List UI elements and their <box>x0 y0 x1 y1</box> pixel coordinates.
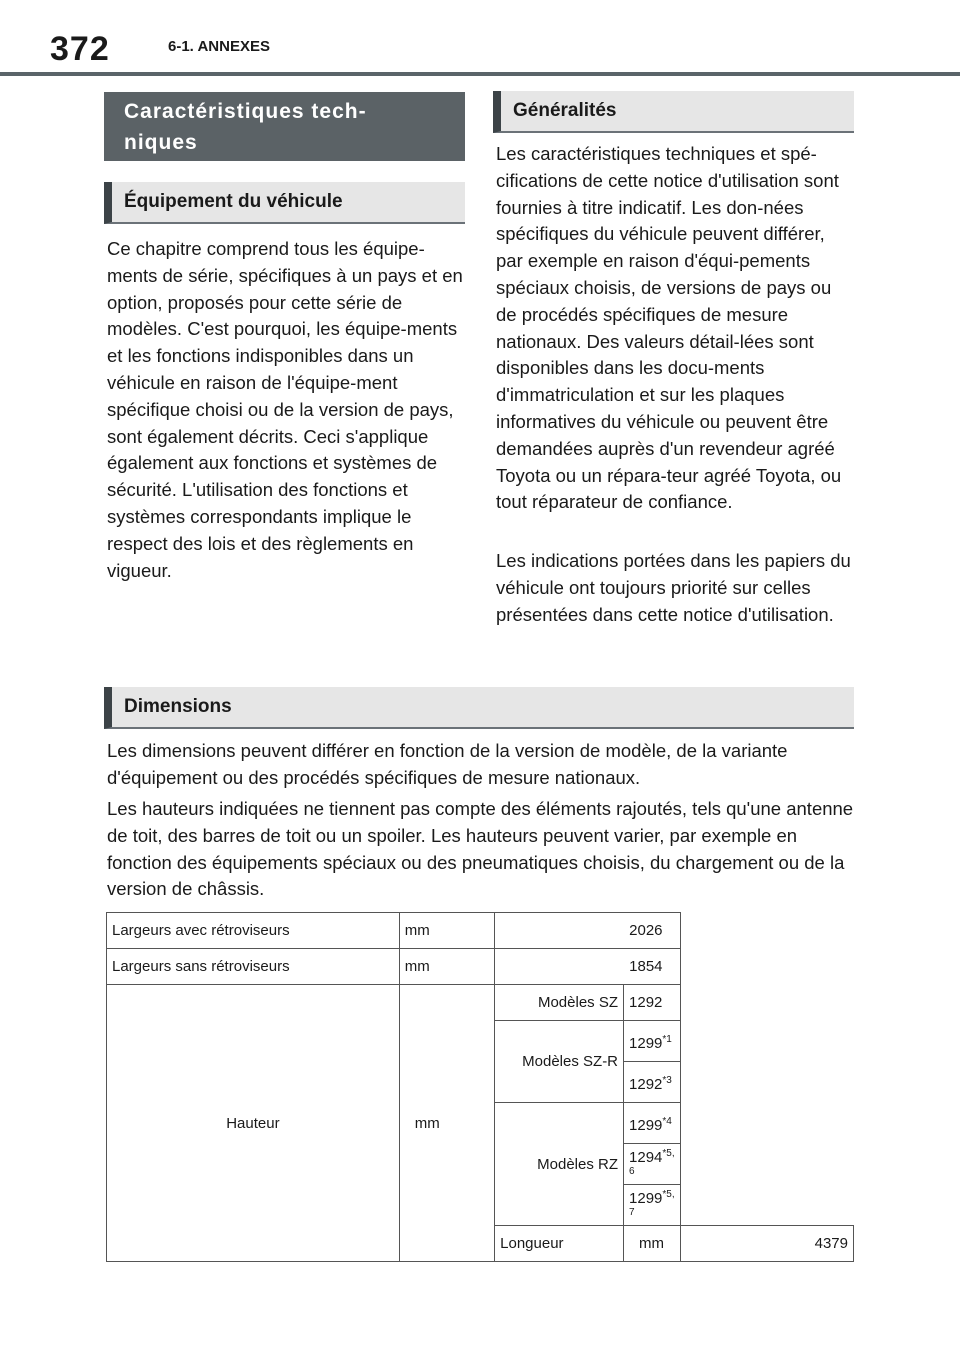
row-label: Largeurs avec rétroviseurs <box>107 913 400 949</box>
chapter-title <box>104 92 465 161</box>
value-szr-1 <box>624 1021 681 1062</box>
row-unit: mm <box>624 1226 681 1262</box>
table-row <box>107 985 854 1021</box>
row-value: 2026 <box>495 913 680 949</box>
row-value: 4379 <box>680 1226 853 1262</box>
value-number: 1292 <box>629 1076 663 1093</box>
value-sz: 1292 <box>624 985 681 1021</box>
footnote-ref: *5, 7 <box>629 1189 675 1218</box>
chapter-title-line-2: niques <box>124 131 198 154</box>
page-number: 372 <box>50 30 110 68</box>
height-unit: mm <box>399 985 494 1262</box>
value-number: 1299 <box>629 1190 663 1207</box>
dimensions-table <box>106 912 854 1262</box>
value-number: 1294 <box>629 1149 663 1166</box>
value-rz-2 <box>624 1144 681 1185</box>
row-label: Longueur <box>495 1226 624 1262</box>
heading-equipement: Équipement du véhicule <box>104 182 465 224</box>
footnote-ref: *4 <box>662 1116 672 1127</box>
value-number: 1299 <box>629 1035 663 1052</box>
row-unit: mm <box>399 913 494 949</box>
value-szr-2 <box>624 1062 681 1103</box>
heading-dimensions: Dimensions <box>104 687 854 729</box>
model-sz: Modèles SZ <box>495 985 624 1021</box>
table-row <box>107 913 854 949</box>
row-unit: mm <box>399 949 494 985</box>
value-number: 1299 <box>629 1117 663 1134</box>
top-rule <box>0 72 960 76</box>
row-label: Largeurs sans rétroviseurs <box>107 949 400 985</box>
height-label: Hauteur <box>107 985 400 1262</box>
equipement-paragraph: Ce chapitre comprend tous les équipe-ments de série, spécifiques à un pays et en option, proposés pour cette série de modèles. C'est pourquoi, les équipe-ments et les fonctions indisponibles dans un véhicule en raison de l'équipe-ment spécifique choisi ou de la version de pays, sont également décrits. Ceci s'applique également aux fonctions et systèmes de sécurité. L'utilisation des fonctions et systèmes correspondants implique le respect des lois et des règlements en vigueur. <box>107 238 463 581</box>
footnote-ref: *3 <box>662 1075 672 1086</box>
chapter-title-line-1: Caractéristiques tech- <box>124 100 367 123</box>
model-szr: Modèles SZ-R <box>495 1021 624 1103</box>
heading-generalites: Généralités <box>493 91 854 133</box>
table-row <box>107 949 854 985</box>
generalites-paragraph-2: Les indications portées dans les papiers du véhicule ont toujours priorité sur celles présentées dans cette notice d'utilisation. <box>496 550 851 625</box>
value-rz-3 <box>624 1185 681 1226</box>
section-path: 6-1. ANNEXES <box>168 38 270 55</box>
model-rz: Modèles RZ <box>495 1103 624 1226</box>
value-rz-1 <box>624 1103 681 1144</box>
dimensions-paragraph-2: Les hauteurs indiquées ne tiennent pas compte des éléments rajoutés, tels qu'une antenne de toit, des barres de toit ou un spoiler. Les hauteurs peuvent varier, par exemple en fonction des équipements spéciaux ou des pneumatiques choisis, du chargement ou de la version de châssis. <box>107 798 854 900</box>
dimensions-paragraph-1: Les dimensions peuvent différer en fonction de la version de modèle, de la variante d'équipement ou des procédés spécifiques de mesure nationaux. <box>107 740 788 788</box>
footnote-ref: *5, 6 <box>629 1148 675 1177</box>
generalites-paragraph-1: Les caractéristiques techniques et spé-cifications de cette notice d'utilisation sont fournies à titre indicatif. Les don-nées spécifiques du véhicule peuvent différer, par exemple en raison d'équi-pements spéciaux choisis, de versions de pays ou de procédés spécifiques de mesure nationaux. Des valeurs détail-lées sont disponibles dans les docu-ments d'immatriculation et sur les plaques informatives du véhicule ou peuvent être demandées auprès d'un revendeur agréé Toyota ou un répara-teur agréé Toyota, ou tout réparateur de confiance. <box>496 143 842 513</box>
row-value: 1854 <box>495 949 680 985</box>
footnote-ref: *1 <box>662 1034 672 1045</box>
